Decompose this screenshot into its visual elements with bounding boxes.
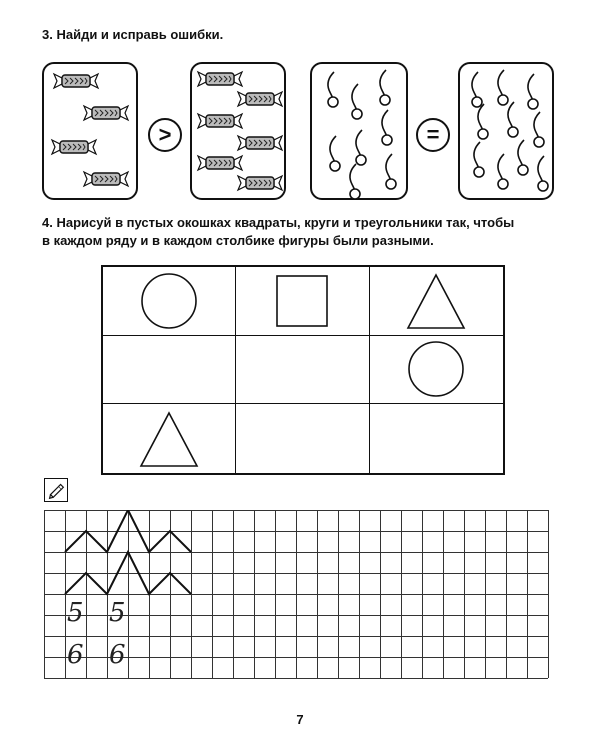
page-number: 7 xyxy=(296,712,304,727)
task-4-title-line-2: в каждом ряду и в каждом столбике фигуры были разными. xyxy=(42,233,434,248)
grid-cell-r1-c3[interactable] xyxy=(370,267,503,336)
square-shape xyxy=(271,270,333,332)
candy-box-left xyxy=(42,62,138,200)
cherry-icon xyxy=(344,82,366,120)
circle-shape xyxy=(138,270,200,332)
circle-shape xyxy=(405,338,467,400)
candy-box-right xyxy=(190,62,286,200)
cherry-icon xyxy=(372,68,394,106)
task-3-title: 3. Найди и исправь ошибки. xyxy=(42,27,224,42)
candy-icon xyxy=(236,174,284,192)
candy-icon xyxy=(196,154,244,172)
candy-icon xyxy=(52,72,100,90)
greater-than-sign: > xyxy=(148,118,182,152)
grid-cell-r3-c1[interactable] xyxy=(103,404,236,473)
candy-icon xyxy=(50,138,98,156)
grid-cell-r1-c2[interactable] xyxy=(236,267,369,336)
grid-cell-r3-c3[interactable] xyxy=(370,404,503,473)
cherry-icon xyxy=(320,70,342,108)
cherry-icon xyxy=(530,154,552,192)
pencil-icon xyxy=(44,478,68,502)
candy-icon xyxy=(196,70,244,88)
cherry-icon xyxy=(348,128,370,166)
cherry-box-left xyxy=(310,62,408,200)
triangle-shape xyxy=(138,408,200,470)
grid-cell-r2-c3[interactable] xyxy=(370,336,503,405)
digit-5: 5 xyxy=(67,598,84,628)
candy-icon xyxy=(82,104,130,122)
equals-sign: = xyxy=(416,118,450,152)
grid-cell-r2-c1[interactable] xyxy=(103,336,236,405)
candy-icon xyxy=(236,134,284,152)
candy-icon xyxy=(82,170,130,188)
cherry-icon xyxy=(374,108,396,146)
triangle-shape xyxy=(405,270,467,332)
task-4-title-line-1: 4. Нарисуй в пустых окошках квадраты, круги и треугольники так, чтобы xyxy=(42,215,515,230)
grid-cell-r2-c2[interactable] xyxy=(236,336,369,405)
task-4-title xyxy=(42,214,562,250)
cherry-icon xyxy=(378,152,400,190)
cherry-icon xyxy=(470,102,492,140)
cherry-icon xyxy=(342,162,364,200)
grid-cell-r3-c2[interactable] xyxy=(236,404,369,473)
digit-5: 5 xyxy=(109,598,126,628)
digit-6: 6 xyxy=(109,640,126,670)
cherry-icon xyxy=(510,138,532,176)
grid-cell-r1-c1[interactable] xyxy=(103,267,236,336)
candy-icon xyxy=(196,112,244,130)
cherry-icon xyxy=(490,152,512,190)
cherry-icon xyxy=(500,100,522,138)
candy-icon xyxy=(236,90,284,108)
digit-6: 6 xyxy=(67,640,84,670)
cherry-icon xyxy=(466,140,488,178)
cherry-icon xyxy=(520,72,542,110)
shape-grid xyxy=(101,265,505,475)
cherry-icon xyxy=(322,134,344,172)
cherry-box-right xyxy=(458,62,554,200)
